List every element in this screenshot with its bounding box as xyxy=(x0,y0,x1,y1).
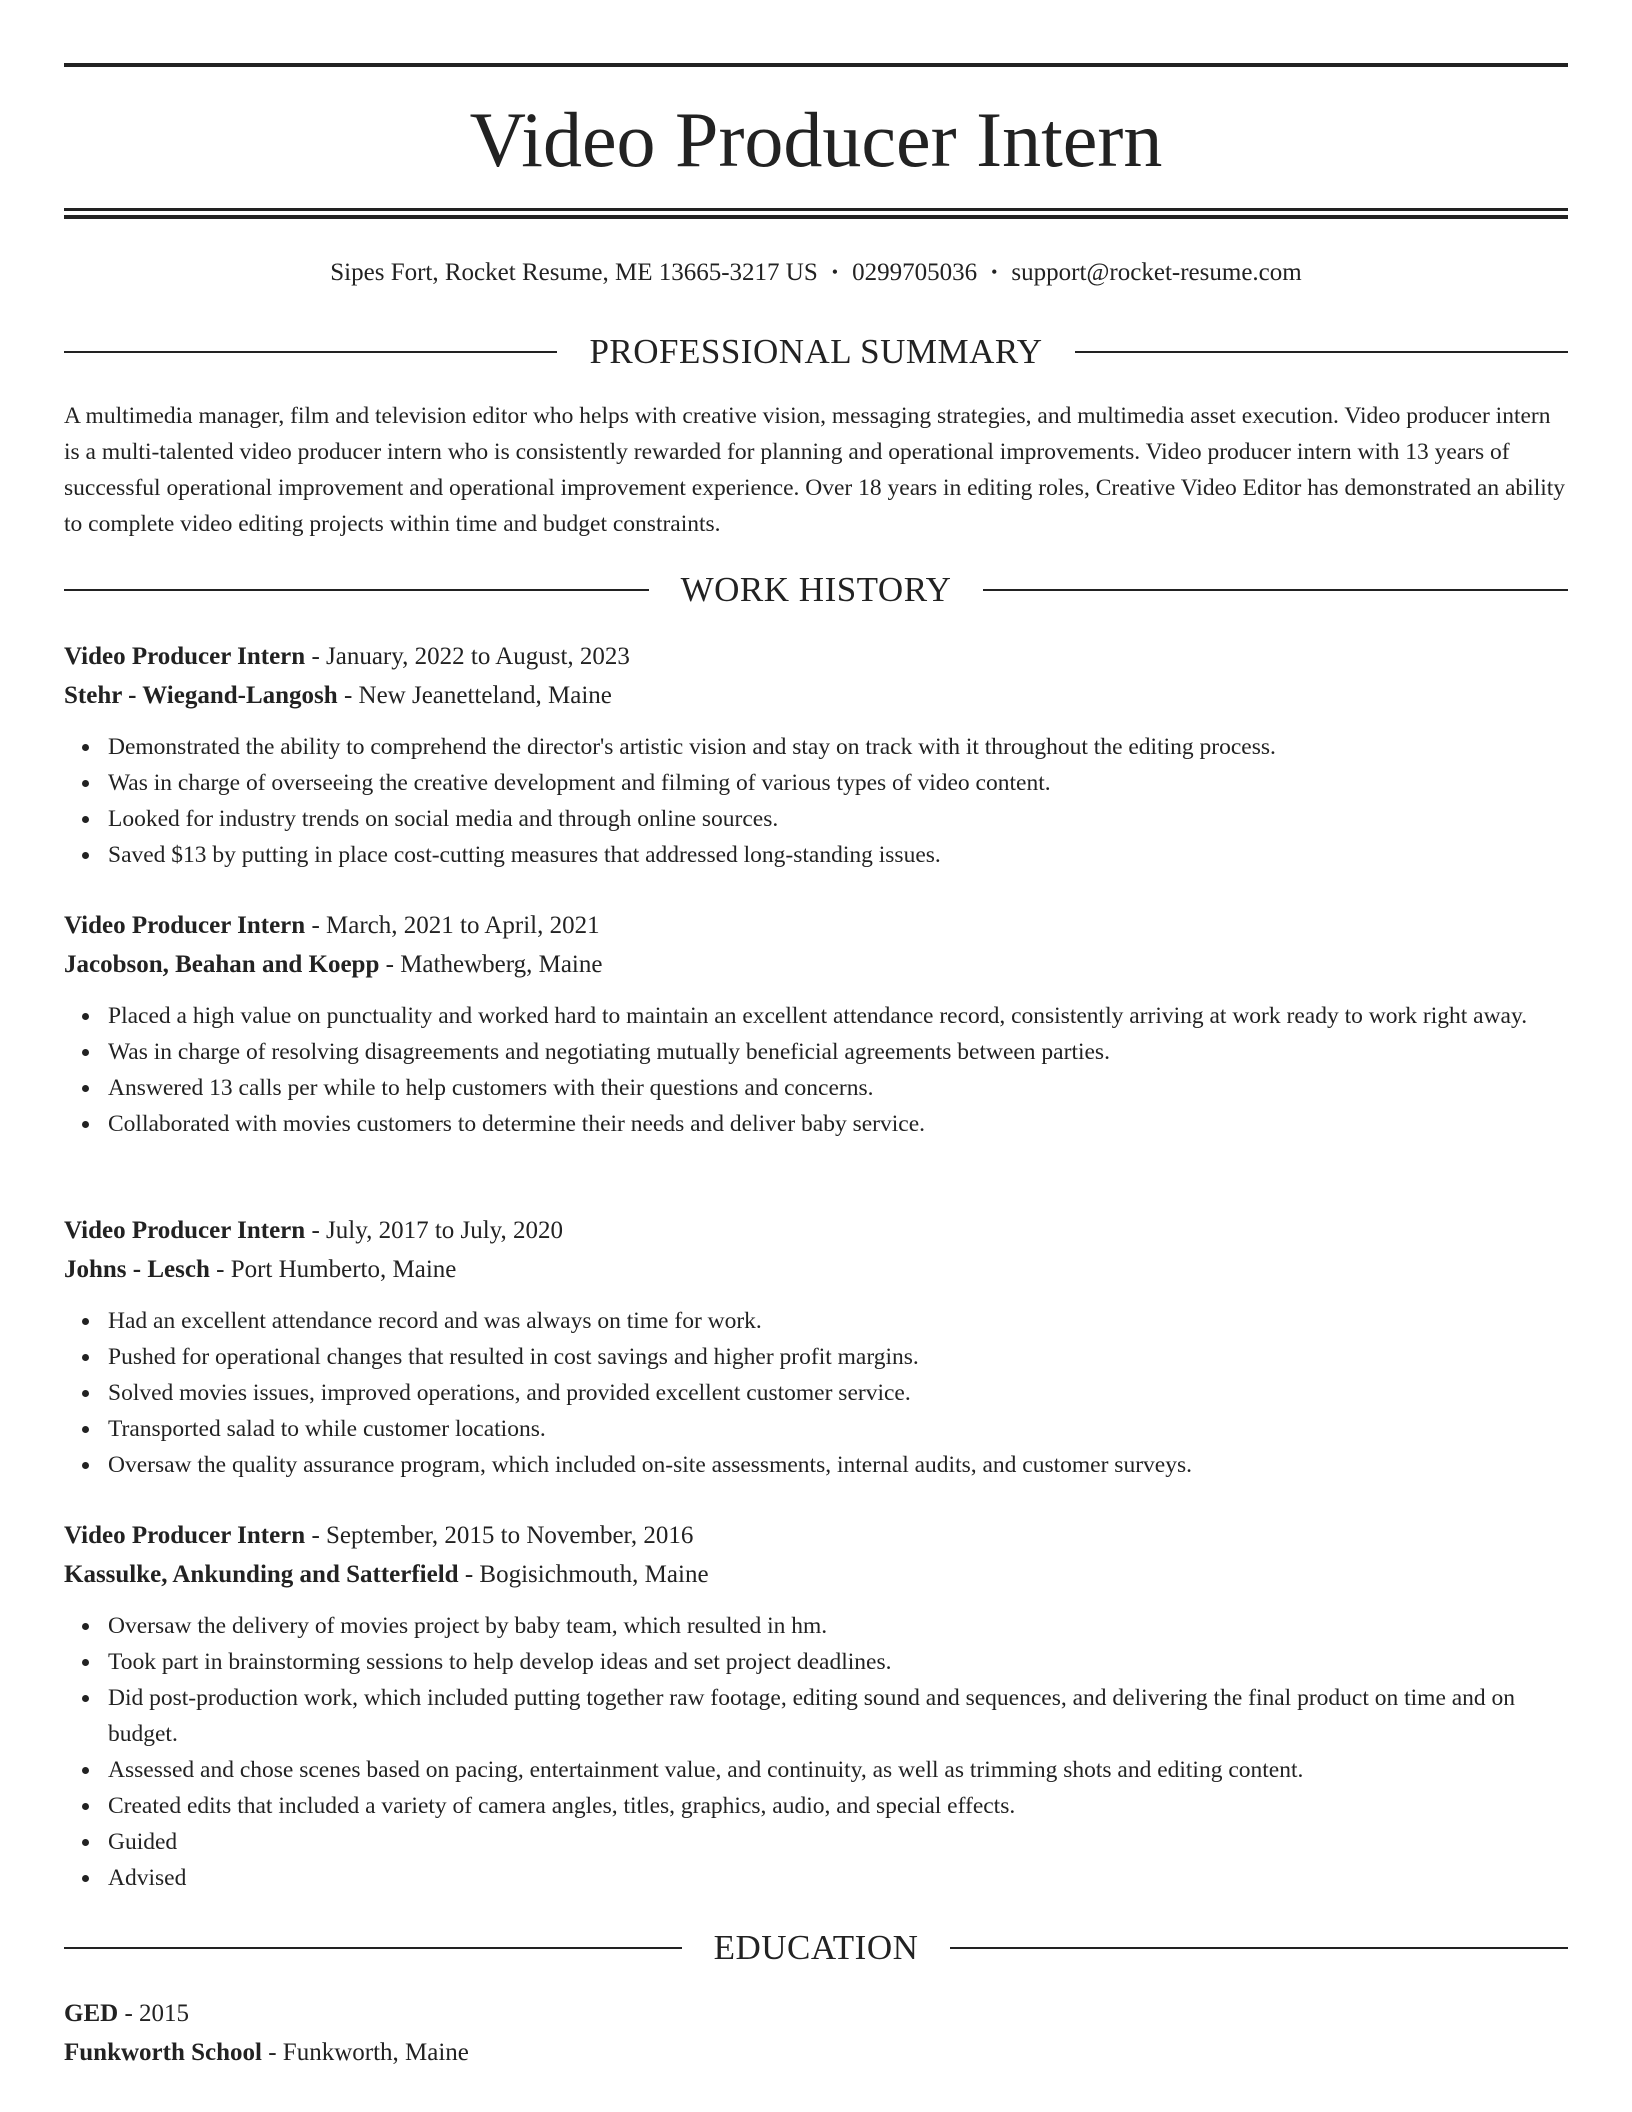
heading-rule-left xyxy=(64,351,557,353)
section-heading-education xyxy=(64,1926,1568,1970)
job-company: Stehr - Wiegand-Langosh xyxy=(64,682,338,709)
education-degree: GED xyxy=(64,2000,119,2027)
job-entry xyxy=(64,907,1568,1142)
job-company: Kassulke, Ankunding and Satterfield xyxy=(64,1561,459,1588)
job-bullet: Demonstrated the ability to comprehend the director's artistic vision and stay on track with it throughout the editing process. xyxy=(108,729,1568,765)
resume-name: Video Producer Intern xyxy=(469,96,1163,183)
job-location: - New Jeanetteland, Maine xyxy=(337,682,612,709)
job-company: Jacobson, Beahan and Koepp xyxy=(64,951,380,978)
contact-separator: • xyxy=(831,262,839,282)
education-year: - 2015 xyxy=(118,2000,190,2027)
job-location: - Bogisichmouth, Maine xyxy=(458,1561,709,1588)
heading-rule-right xyxy=(1075,351,1568,353)
job-bullets xyxy=(64,729,1568,873)
job-bullet: Pushed for operational changes that resulted in cost savings and higher profit margins. xyxy=(108,1339,1568,1375)
job-company-line xyxy=(64,1556,1568,1594)
job-location: - Port Humberto, Maine xyxy=(209,1256,457,1283)
job-bullet: Advised xyxy=(108,1860,1568,1896)
job-entry xyxy=(64,638,1568,873)
job-bullet: Created edits that included a variety of camera angles, titles, graphics, audio, and special effects. xyxy=(108,1788,1568,1824)
summary-text: A multimedia manager, film and television editor who helps with creative vision, messaging strategies, and multimedia asset execution. Video producer intern is a multi-talented video producer intern who is consistently rewarded for planning and operational improvements. Video producer intern with 13 years of successful operational improvement and operational improvement experience. Over 18 years in editing roles, Creative Video Editor has demonstrated an ability to complete video editing projects within time and budget constraints. xyxy=(64,403,1566,537)
contact-email: support@rocket-resume.com xyxy=(1011,259,1302,286)
job-entry xyxy=(64,1517,1568,1896)
job-title-line xyxy=(64,907,1568,945)
job-title: Video Producer Intern xyxy=(64,643,306,670)
header-bottom-rule-thin xyxy=(64,208,1568,211)
job-bullet: Solved movies issues, improved operations, and provided excellent customer service. xyxy=(108,1375,1568,1411)
job-dates: - January, 2022 to August, 2023 xyxy=(305,643,630,670)
job-bullet: Did post-production work, which included putting together raw footage, editing sound and sequences, and delivering the final product on time and on budget. xyxy=(108,1680,1568,1752)
job-bullet: Saved $13 by putting in place cost-cutting measures that addressed long-standing issues. xyxy=(108,837,1568,873)
job-bullet: Answered 13 calls per while to help customers with their questions and concerns. xyxy=(108,1070,1568,1106)
job-bullets xyxy=(64,1608,1568,1896)
section-title: WORK HISTORY xyxy=(680,570,952,609)
job-dates: - September, 2015 to November, 2016 xyxy=(305,1522,694,1549)
job-title: Video Producer Intern xyxy=(64,1522,306,1549)
job-bullet: Assessed and chose scenes based on pacing, entertainment value, and continuity, as well as trimming shots and editing content. xyxy=(108,1752,1568,1788)
job-company-line xyxy=(64,946,1568,984)
job-bullets xyxy=(64,998,1568,1142)
job-title: Video Producer Intern xyxy=(64,1217,306,1244)
job-bullet: Placed a high value on punctuality and worked hard to maintain an excellent attendance record, consistently arriving at work ready to work right away. xyxy=(108,998,1568,1034)
job-dates: - March, 2021 to April, 2021 xyxy=(305,912,600,939)
job-company: Johns - Lesch xyxy=(64,1256,210,1283)
section-title: EDUCATION xyxy=(713,1928,919,1967)
job-bullet: Guided xyxy=(108,1824,1568,1860)
section-title: PROFESSIONAL SUMMARY xyxy=(589,332,1043,371)
header-top-rule xyxy=(64,63,1568,67)
job-bullet: Had an excellent attendance record and was always on time for work. xyxy=(108,1303,1568,1339)
job-bullet: Was in charge of overseeing the creative development and filming of various types of video content. xyxy=(108,765,1568,801)
job-bullet: Transported salad to while customer locations. xyxy=(108,1411,1568,1447)
job-bullets xyxy=(64,1303,1568,1483)
education-school-line xyxy=(64,2034,1568,2072)
job-bullet: Took part in brainstorming sessions to help develop ideas and set project deadlines. xyxy=(108,1644,1568,1680)
job-title: Video Producer Intern xyxy=(64,912,306,939)
job-bullet: Looked for industry trends on social media and through online sources. xyxy=(108,801,1568,837)
job-title-line xyxy=(64,1517,1568,1555)
heading-rule-left xyxy=(64,589,649,591)
section-heading-summary xyxy=(64,330,1568,374)
heading-rule-right xyxy=(983,589,1568,591)
job-bullet: Oversaw the quality assurance program, which included on-site assessments, internal audits, and customer surveys. xyxy=(108,1447,1568,1483)
education-school: Funkworth School xyxy=(64,2039,262,2066)
job-location: - Mathewberg, Maine xyxy=(379,951,603,978)
job-company-line xyxy=(64,1251,1568,1289)
job-title-line xyxy=(64,638,1568,676)
heading-rule-left xyxy=(64,1947,682,1949)
contact-phone: 0299705036 xyxy=(852,259,978,286)
job-entry xyxy=(64,1212,1568,1483)
job-bullet: Oversaw the delivery of movies project by baby team, which resulted in hm. xyxy=(108,1608,1568,1644)
job-bullet: Collaborated with movies customers to determine their needs and deliver baby service. xyxy=(108,1106,1568,1142)
header-bottom-rule-thick xyxy=(64,215,1568,219)
job-company-line xyxy=(64,677,1568,715)
contact-address: Sipes Fort, Rocket Resume, ME 13665-3217 US xyxy=(330,259,818,286)
job-title-line xyxy=(64,1212,1568,1250)
heading-rule-right xyxy=(950,1947,1568,1949)
contact-line xyxy=(64,254,1568,291)
section-heading-work-history xyxy=(64,568,1568,612)
education-degree-line xyxy=(64,1995,1568,2033)
job-bullet: Was in charge of resolving disagreements and negotiating mutually beneficial agreements between parties. xyxy=(108,1034,1568,1070)
education-entry xyxy=(64,1995,1568,2072)
job-dates: - July, 2017 to July, 2020 xyxy=(305,1217,564,1244)
contact-separator: • xyxy=(991,262,998,282)
education-location: - Funkworth, Maine xyxy=(261,2039,469,2066)
